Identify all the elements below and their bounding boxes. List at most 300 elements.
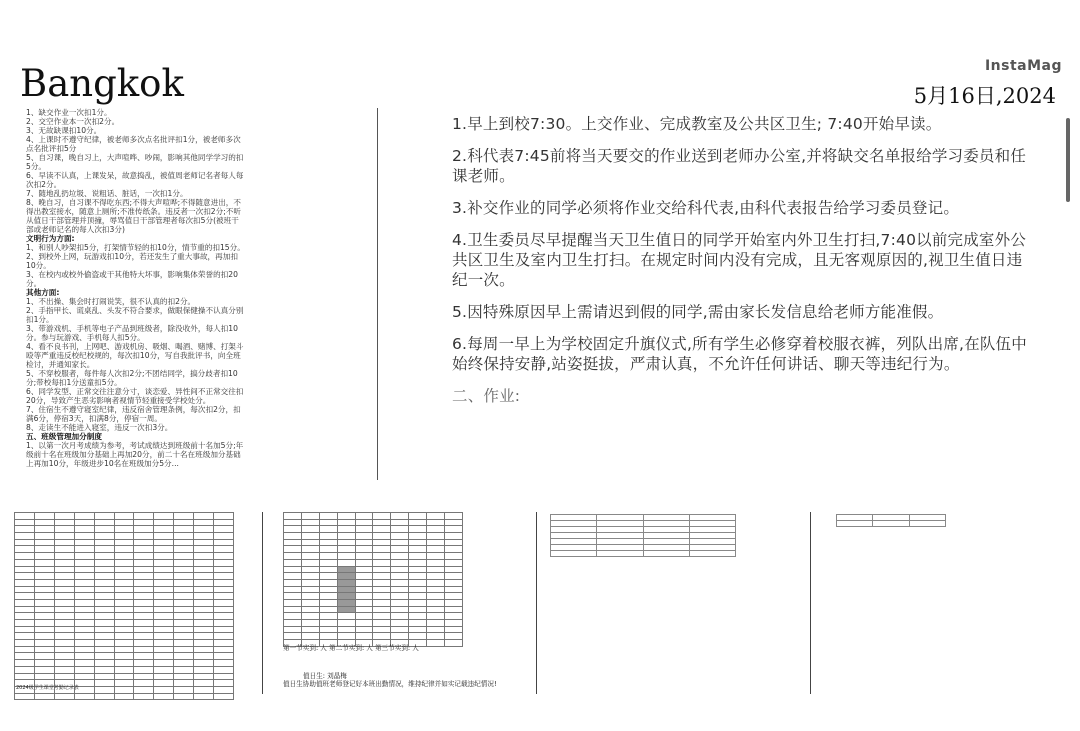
- rule-paragraph: 5.因特殊原因早上需请迟到假的同学,需由家长发信息给老师方能准假。: [452, 303, 944, 321]
- table-cell: [34, 553, 54, 560]
- table-cell: [154, 626, 174, 633]
- table-cell: [373, 599, 391, 606]
- table-cell: [319, 526, 337, 533]
- table-cell: [194, 633, 214, 640]
- table-cell: [445, 606, 463, 613]
- table-cell: [174, 613, 194, 620]
- table-cell: [154, 660, 174, 667]
- table-cell: [134, 566, 154, 573]
- rules-line: 5、自习课，晚自习上，大声喧哗、吵闹，影响其他同学学习的扣: [26, 153, 244, 162]
- table-cell: [134, 640, 154, 647]
- table-cell: [337, 513, 355, 520]
- rule-paragraph: 1.早上到校7:30。上交作业、完成教室及公共区卫生; 7:40开始早读。: [452, 115, 942, 133]
- table-cell: [427, 620, 445, 627]
- table-cell: [337, 599, 355, 606]
- table-cell: [15, 553, 35, 560]
- table-cell: [551, 551, 597, 557]
- table-cell: [15, 513, 35, 520]
- right-rules-column: [452, 114, 1032, 418]
- table-cell: [15, 640, 35, 647]
- table-cell: [427, 599, 445, 606]
- table-cell: [409, 579, 427, 586]
- rules-line: 3、无故缺课扣10分。: [26, 126, 102, 135]
- table-cell: [94, 513, 114, 520]
- table-cell: [391, 566, 409, 573]
- table-cell: [154, 579, 174, 586]
- table-cell: [355, 593, 373, 600]
- table-cell: [445, 593, 463, 600]
- table-cell: [174, 573, 194, 580]
- table-cell: [355, 546, 373, 553]
- table-cell: [114, 613, 134, 620]
- thumbnail-divider: [262, 512, 263, 694]
- table-cell: [391, 586, 409, 593]
- period-attendance-text: 第一节实到: 人 第二节实到: 人 第三节实到: 人: [283, 644, 419, 652]
- table-row: [284, 526, 463, 533]
- table-cell: [301, 626, 319, 633]
- table-cell: [445, 553, 463, 560]
- table-cell: [319, 626, 337, 633]
- table-cell: [114, 519, 134, 526]
- table-cell: [94, 533, 114, 540]
- table-cell: [391, 606, 409, 613]
- table-cell: [214, 680, 234, 687]
- column-divider: [377, 108, 378, 480]
- table-cell: [174, 566, 194, 573]
- table-cell: [54, 620, 74, 627]
- table-cell: [597, 551, 643, 557]
- table-row: [284, 579, 463, 586]
- table-cell: [74, 633, 94, 640]
- table-cell: [214, 666, 234, 673]
- table-cell: [194, 579, 214, 586]
- table-cell: [15, 519, 35, 526]
- table-cell: [114, 586, 134, 593]
- table-cell: [74, 526, 94, 533]
- table-cell: [15, 559, 35, 566]
- table-cell: [94, 606, 114, 613]
- table-cell: [114, 693, 134, 700]
- table-cell: [134, 653, 154, 660]
- table-cell: [337, 519, 355, 526]
- table-row: [284, 559, 463, 566]
- table-cell: [114, 653, 134, 660]
- table-cell: [301, 606, 319, 613]
- table-cell: [214, 620, 234, 627]
- vertical-scrollbar[interactable]: [1066, 118, 1070, 202]
- table-cell: [94, 640, 114, 647]
- table-cell: [301, 586, 319, 593]
- rules-line: 点名批评扣5分: [26, 144, 77, 153]
- table-cell: [134, 633, 154, 640]
- table-cell: [74, 519, 94, 526]
- table-cell: [15, 533, 35, 540]
- table-cell: [114, 553, 134, 560]
- table-cell: [284, 539, 302, 546]
- table-cell: [34, 693, 54, 700]
- table-cell: [154, 553, 174, 560]
- table-cell: [391, 513, 409, 520]
- table-cell: [154, 620, 174, 627]
- table-cell: [319, 593, 337, 600]
- table-cell: [373, 579, 391, 586]
- table-cell: [74, 646, 94, 653]
- table-cell: [301, 533, 319, 540]
- table-cell: [837, 521, 873, 527]
- table-cell: [194, 573, 214, 580]
- table-cell: [74, 586, 94, 593]
- table-cell: [174, 533, 194, 540]
- table-row: [15, 566, 234, 573]
- table-cell: [174, 693, 194, 700]
- date-label: 5月16日,2024: [913, 84, 1056, 108]
- table-cell: [373, 546, 391, 553]
- table-cell: [355, 526, 373, 533]
- table-cell: [174, 673, 194, 680]
- table-cell: [284, 553, 302, 560]
- table-cell: [34, 586, 54, 593]
- table-cell: [54, 513, 74, 520]
- table-cell: [15, 593, 35, 600]
- rules-line: 4、看不良书刊，上网吧、游戏机房、吸烟、喝酒、赌博、打架斗: [26, 342, 244, 351]
- table-cell: [373, 626, 391, 633]
- table-cell: [301, 559, 319, 566]
- rules-line: 2、交空作业本一次扣2分。: [26, 117, 120, 126]
- table-cell: [15, 579, 35, 586]
- table-cell: [94, 573, 114, 580]
- table-cell: [154, 519, 174, 526]
- table-cell: [34, 606, 54, 613]
- table-cell: [74, 620, 94, 627]
- table-cell: [134, 573, 154, 580]
- table-cell: [284, 613, 302, 620]
- table-cell: [319, 513, 337, 520]
- table-cell: [355, 533, 373, 540]
- table-cell: [94, 673, 114, 680]
- table-cell: [114, 533, 134, 540]
- table-cell: [154, 526, 174, 533]
- table-cell: [15, 646, 35, 653]
- table-cell: [427, 579, 445, 586]
- table-cell: [54, 519, 74, 526]
- table-cell: [337, 613, 355, 620]
- table-cell: [54, 660, 74, 667]
- table-cell: [194, 626, 214, 633]
- table-cell: [373, 593, 391, 600]
- table-cell: [54, 666, 74, 673]
- table-cell: [284, 566, 302, 573]
- table-cell: [319, 539, 337, 546]
- table-cell: [355, 553, 373, 560]
- table-cell: [174, 646, 194, 653]
- table-cell: [445, 566, 463, 573]
- table-cell: [34, 633, 54, 640]
- table-cell: [337, 566, 355, 573]
- table-cell: [154, 640, 174, 647]
- table-cell: [373, 620, 391, 627]
- table-cell: [114, 633, 134, 640]
- table-cell: [373, 586, 391, 593]
- table-cell: [409, 533, 427, 540]
- table-cell: [34, 513, 54, 520]
- table-cell: [409, 613, 427, 620]
- city-title: Bangkok: [20, 62, 184, 105]
- table-cell: [94, 620, 114, 627]
- table-cell: [214, 673, 234, 680]
- table-cell: [373, 553, 391, 560]
- table-cell: [301, 539, 319, 546]
- table-cell: [409, 626, 427, 633]
- table-cell: [114, 599, 134, 606]
- table-cell: [284, 533, 302, 540]
- table-cell: [134, 593, 154, 600]
- table-row: [284, 533, 463, 540]
- table-cell: [15, 626, 35, 633]
- table-cell: [194, 620, 214, 627]
- log-table: [550, 514, 736, 557]
- table-cell: [54, 546, 74, 553]
- table-cell: [194, 586, 214, 593]
- table-cell: [319, 533, 337, 540]
- table-cell: [337, 553, 355, 560]
- table-cell: [301, 566, 319, 573]
- table-cell: [74, 573, 94, 580]
- table-cell: [74, 533, 94, 540]
- table-cell: [74, 693, 94, 700]
- table-cell: [355, 579, 373, 586]
- table-cell: [15, 633, 35, 640]
- table-row: [284, 573, 463, 580]
- table-cell: [301, 579, 319, 586]
- table-cell: [409, 519, 427, 526]
- table-cell: [15, 566, 35, 573]
- table-row: [15, 533, 234, 540]
- table-cell: [94, 693, 114, 700]
- rules-line: 1、以第一次月考成绩为参考，考试成绩达到班级前十名加5分;年: [26, 441, 244, 450]
- table-cell: [94, 653, 114, 660]
- table-cell: [134, 553, 154, 560]
- table-cell: [94, 566, 114, 573]
- table-cell: [194, 533, 214, 540]
- table-row: [284, 620, 463, 627]
- table-cell: [154, 633, 174, 640]
- table-cell: [54, 533, 74, 540]
- table-cell: [391, 613, 409, 620]
- table-cell: [214, 533, 234, 540]
- table-cell: [54, 566, 74, 573]
- table-cell: [445, 559, 463, 566]
- rules-line: 5、不穿校服者，每件每人次扣2分;不团结同学，搞分歧者扣10: [26, 369, 238, 378]
- table-row: [15, 526, 234, 533]
- table-cell: [174, 680, 194, 687]
- table-cell: [373, 573, 391, 580]
- table-cell: [319, 519, 337, 526]
- table-cell: [15, 599, 35, 606]
- table-row: [15, 559, 234, 566]
- table-cell: [15, 613, 35, 620]
- table-cell: [54, 593, 74, 600]
- table-cell: [194, 559, 214, 566]
- table-row: [15, 606, 234, 613]
- table-cell: [74, 566, 94, 573]
- table-row: [15, 673, 234, 680]
- table-cell: [154, 533, 174, 540]
- table-cell: [134, 620, 154, 627]
- table-cell: [284, 620, 302, 627]
- table-cell: [284, 626, 302, 633]
- table-cell: [284, 599, 302, 606]
- table-cell: [34, 666, 54, 673]
- table-cell: [284, 606, 302, 613]
- table-cell: [134, 519, 154, 526]
- table-cell: [337, 593, 355, 600]
- table-cell: [284, 559, 302, 566]
- rules-line: 8、晚自习，自习课不得吃东西;不得大声喧哗;不得随意进出，不: [26, 198, 241, 207]
- table-cell: [74, 613, 94, 620]
- table-cell: [174, 586, 194, 593]
- table-cell: [134, 533, 154, 540]
- rules-line: 级前十名在班级加分基础上再加20分，前二十名在班级加分基础: [26, 450, 241, 459]
- table-cell: [373, 633, 391, 640]
- table-cell: [337, 586, 355, 593]
- table-cell: [445, 539, 463, 546]
- table-cell: [194, 653, 214, 660]
- table-cell: [174, 653, 194, 660]
- table-cell: [445, 573, 463, 580]
- table-row: [15, 633, 234, 640]
- rules-line: 分。: [26, 279, 42, 288]
- table-cell: [154, 653, 174, 660]
- table-cell: [337, 579, 355, 586]
- table-cell: [54, 586, 74, 593]
- table-cell: [114, 673, 134, 680]
- table-cell: [34, 579, 54, 586]
- table-cell: [409, 606, 427, 613]
- table-cell: [284, 513, 302, 520]
- table-cell: [34, 640, 54, 647]
- table-cell: [445, 626, 463, 633]
- table-cell: [114, 513, 134, 520]
- table-cell: [373, 566, 391, 573]
- table-cell: [445, 526, 463, 533]
- table-cell: [355, 513, 373, 520]
- table-cell: [74, 653, 94, 660]
- table-cell: [174, 640, 194, 647]
- thumbnail-attendance-sheet: [14, 512, 252, 692]
- table-cell: [643, 551, 689, 557]
- rules-line: 上再加10分，年级进步10名在班级加分5分...: [26, 459, 179, 468]
- table-cell: [319, 613, 337, 620]
- table-cell: [74, 640, 94, 647]
- table-cell: [214, 646, 234, 653]
- table-cell: [214, 593, 234, 600]
- table-cell: [15, 620, 35, 627]
- rules-line: 殴等严重违反校纪校规的，每次扣10分，写自我批评书，向全班: [26, 351, 241, 360]
- table-cell: [214, 640, 234, 647]
- table-row: [284, 626, 463, 633]
- table-cell: [301, 513, 319, 520]
- table-cell: [34, 526, 54, 533]
- table-cell: [409, 553, 427, 560]
- table-cell: [74, 546, 94, 553]
- table-row: [15, 653, 234, 660]
- table-cell: [94, 526, 114, 533]
- table-cell: [94, 553, 114, 560]
- table-cell: [409, 599, 427, 606]
- table-cell: [34, 653, 54, 660]
- table-cell: [114, 566, 134, 573]
- table-cell: [74, 513, 94, 520]
- table-cell: [337, 526, 355, 533]
- table-cell: [174, 620, 194, 627]
- table-cell: [194, 553, 214, 560]
- table-cell: [355, 519, 373, 526]
- table-cell: [154, 613, 174, 620]
- table-row: [284, 599, 463, 606]
- table-cell: [214, 599, 234, 606]
- table-cell: [373, 613, 391, 620]
- table-cell: [445, 519, 463, 526]
- table-cell: [134, 546, 154, 553]
- section-heading: 二、作业:: [452, 387, 521, 405]
- table-cell: [427, 626, 445, 633]
- table-cell: [194, 640, 214, 647]
- rules-line: 1、和别人吵架扣5分，打架情节轻的扣10分，情节重的扣15分。: [26, 243, 245, 252]
- rules-section-heading: 五、班级管理加分制度: [26, 432, 102, 441]
- table-cell: [284, 519, 302, 526]
- table-cell: [355, 606, 373, 613]
- table-cell: [337, 539, 355, 546]
- table-cell: [319, 553, 337, 560]
- table-row: [15, 626, 234, 633]
- table-cell: [94, 519, 114, 526]
- table-cell: [301, 593, 319, 600]
- table-cell: [301, 633, 319, 640]
- table-cell: [319, 633, 337, 640]
- table-row: [284, 553, 463, 560]
- table-cell: [154, 686, 174, 693]
- rules-line: 分。参与玩游戏、手机每人扣5分。: [26, 333, 145, 342]
- table-cell: [94, 539, 114, 546]
- table-cell: [194, 673, 214, 680]
- table-cell: [54, 613, 74, 620]
- table-cell: [154, 586, 174, 593]
- table-cell: [94, 613, 114, 620]
- table-cell: [301, 526, 319, 533]
- table-cell: [94, 599, 114, 606]
- table-cell: [214, 553, 234, 560]
- rules-section-heading: 其他方面:: [26, 288, 60, 297]
- table-row: [15, 666, 234, 673]
- table-cell: [319, 606, 337, 613]
- table-cell: [94, 660, 114, 667]
- table-cell: [174, 660, 194, 667]
- rule-paragraph: 4.卫生委员尽早提醒当天卫生值日的同学开始室内外卫生打扫,7:40以前完成室外公共区卫生及室内卫生打扫。在规定时间内没有完成，且无客观原因的,视卫生值日违纪一次。: [452, 231, 1027, 289]
- table-cell: [409, 566, 427, 573]
- table-cell: [409, 586, 427, 593]
- table-cell: [54, 553, 74, 560]
- table-cell: [214, 653, 234, 660]
- table-cell: [94, 666, 114, 673]
- table-cell: [391, 573, 409, 580]
- table-cell: [427, 519, 445, 526]
- rules-line: 7、随地乱扔垃圾、说粗话、脏话，一次扣1分。: [26, 189, 188, 198]
- table-cell: [134, 606, 154, 613]
- table-cell: [445, 613, 463, 620]
- thumbnail-log-table: [550, 514, 740, 554]
- table-cell: [284, 579, 302, 586]
- table-cell: [174, 546, 194, 553]
